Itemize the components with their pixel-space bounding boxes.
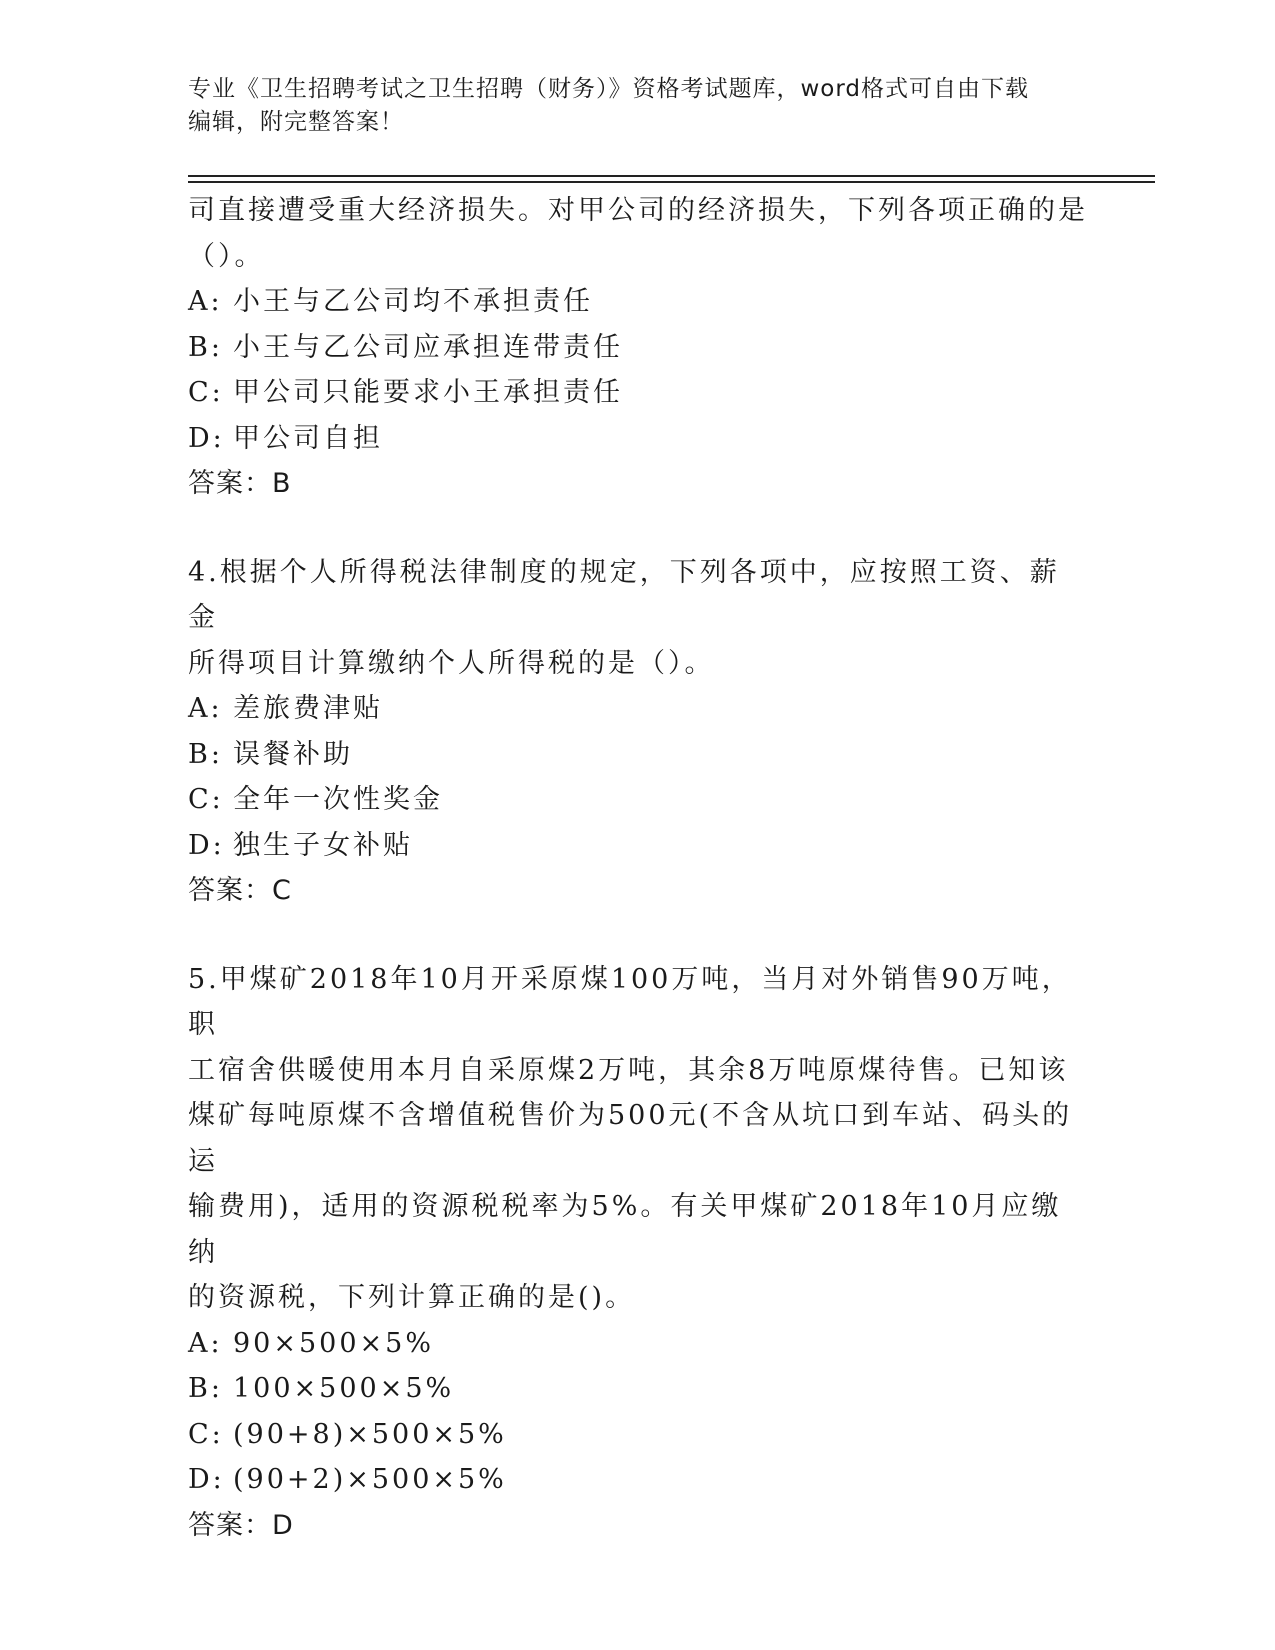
answer-label: 答案：C	[188, 875, 292, 906]
option-c	[188, 1412, 1088, 1458]
option-letter: D:	[188, 829, 225, 861]
question-stem-line: （）。	[188, 240, 265, 272]
option-letter: A:	[188, 693, 223, 724]
question-stem-line: 5.甲煤矿2018年10月开采原煤100万吨，当月对外销售90万吨，职	[188, 963, 1072, 1040]
option-b	[188, 732, 1088, 778]
answer-label: 答案：D	[188, 1509, 294, 1541]
option-text: 误餐补助	[233, 738, 353, 770]
header-divider-bottom	[188, 181, 1155, 183]
option-c	[188, 777, 1088, 823]
option-letter: C:	[188, 784, 224, 815]
question-5	[188, 957, 1088, 1549]
option-letter: B:	[188, 331, 223, 363]
option-text: 100×500×5%	[233, 1373, 455, 1404]
question-stem-line: 4.根据个人所得税法律制度的规定，下列各项中，应按照工资、薪金	[188, 556, 1060, 633]
option-d	[188, 416, 1088, 462]
option-a	[188, 279, 1088, 325]
option-text: 甲公司自担	[233, 422, 383, 454]
question-stem-line: 工宿舍供暖使用本月自采原煤2万吨，其余8万吨原煤待售。已知该	[188, 1054, 1069, 1086]
option-a	[188, 686, 1088, 732]
option-text: 独生子女补贴	[233, 829, 413, 861]
question-stem-line: 煤矿每吨原煤不含增值税售价为500元(不含从坑口到车站、码头的运	[188, 1100, 1073, 1177]
option-text: 90×500×5%	[233, 1327, 434, 1359]
option-d	[188, 1457, 1088, 1503]
option-b	[188, 1366, 1088, 1412]
question-content	[188, 188, 1088, 1548]
option-letter: D:	[188, 422, 225, 454]
option-letter: A:	[188, 286, 223, 317]
option-letter: D:	[188, 1464, 225, 1495]
option-letter: A:	[188, 1327, 223, 1359]
option-letter: C:	[188, 377, 224, 408]
option-text: 小王与乙公司应承担连带责任	[233, 331, 623, 363]
header-divider-top	[188, 175, 1155, 177]
option-d	[188, 823, 1088, 869]
option-letter: B:	[188, 1373, 223, 1404]
header-title-line-2: 编辑，附完整答案！	[188, 109, 404, 135]
option-text: 差旅费津贴	[233, 693, 383, 724]
question-stem-line: 司直接遭受重大经济损失。对甲公司的经济损失，下列各项正确的是	[188, 195, 1088, 226]
option-text: (90+2)×500×5%	[233, 1464, 507, 1495]
option-text: (90+8)×500×5%	[233, 1418, 507, 1450]
option-text: 小王与乙公司均不承担责任	[233, 286, 593, 317]
answer-label: 答案：B	[188, 468, 292, 499]
option-a	[188, 1321, 1088, 1367]
header-title-line-1: 专业《卫生招聘考试之卫生招聘（财务）》资格考试题库，word格式可自由下载	[188, 76, 1030, 102]
question-4	[188, 550, 1088, 914]
question-stem-line: 所得项目计算缴纳个人所得税的是（）。	[188, 647, 715, 679]
question-3	[188, 188, 1088, 507]
option-text: 甲公司只能要求小王承担责任	[233, 377, 623, 408]
question-stem-line: 的资源税，下列计算正确的是()。	[188, 1282, 636, 1313]
option-text: 全年一次性奖金	[233, 784, 443, 815]
document-header	[188, 73, 1088, 139]
option-letter: B:	[188, 738, 223, 770]
option-letter: C:	[188, 1418, 224, 1450]
question-stem-line: 输费用)，适用的资源税税率为5%。有关甲煤矿2018年10月应缴纳	[188, 1191, 1062, 1268]
option-b	[188, 325, 1088, 371]
option-c	[188, 370, 1088, 416]
